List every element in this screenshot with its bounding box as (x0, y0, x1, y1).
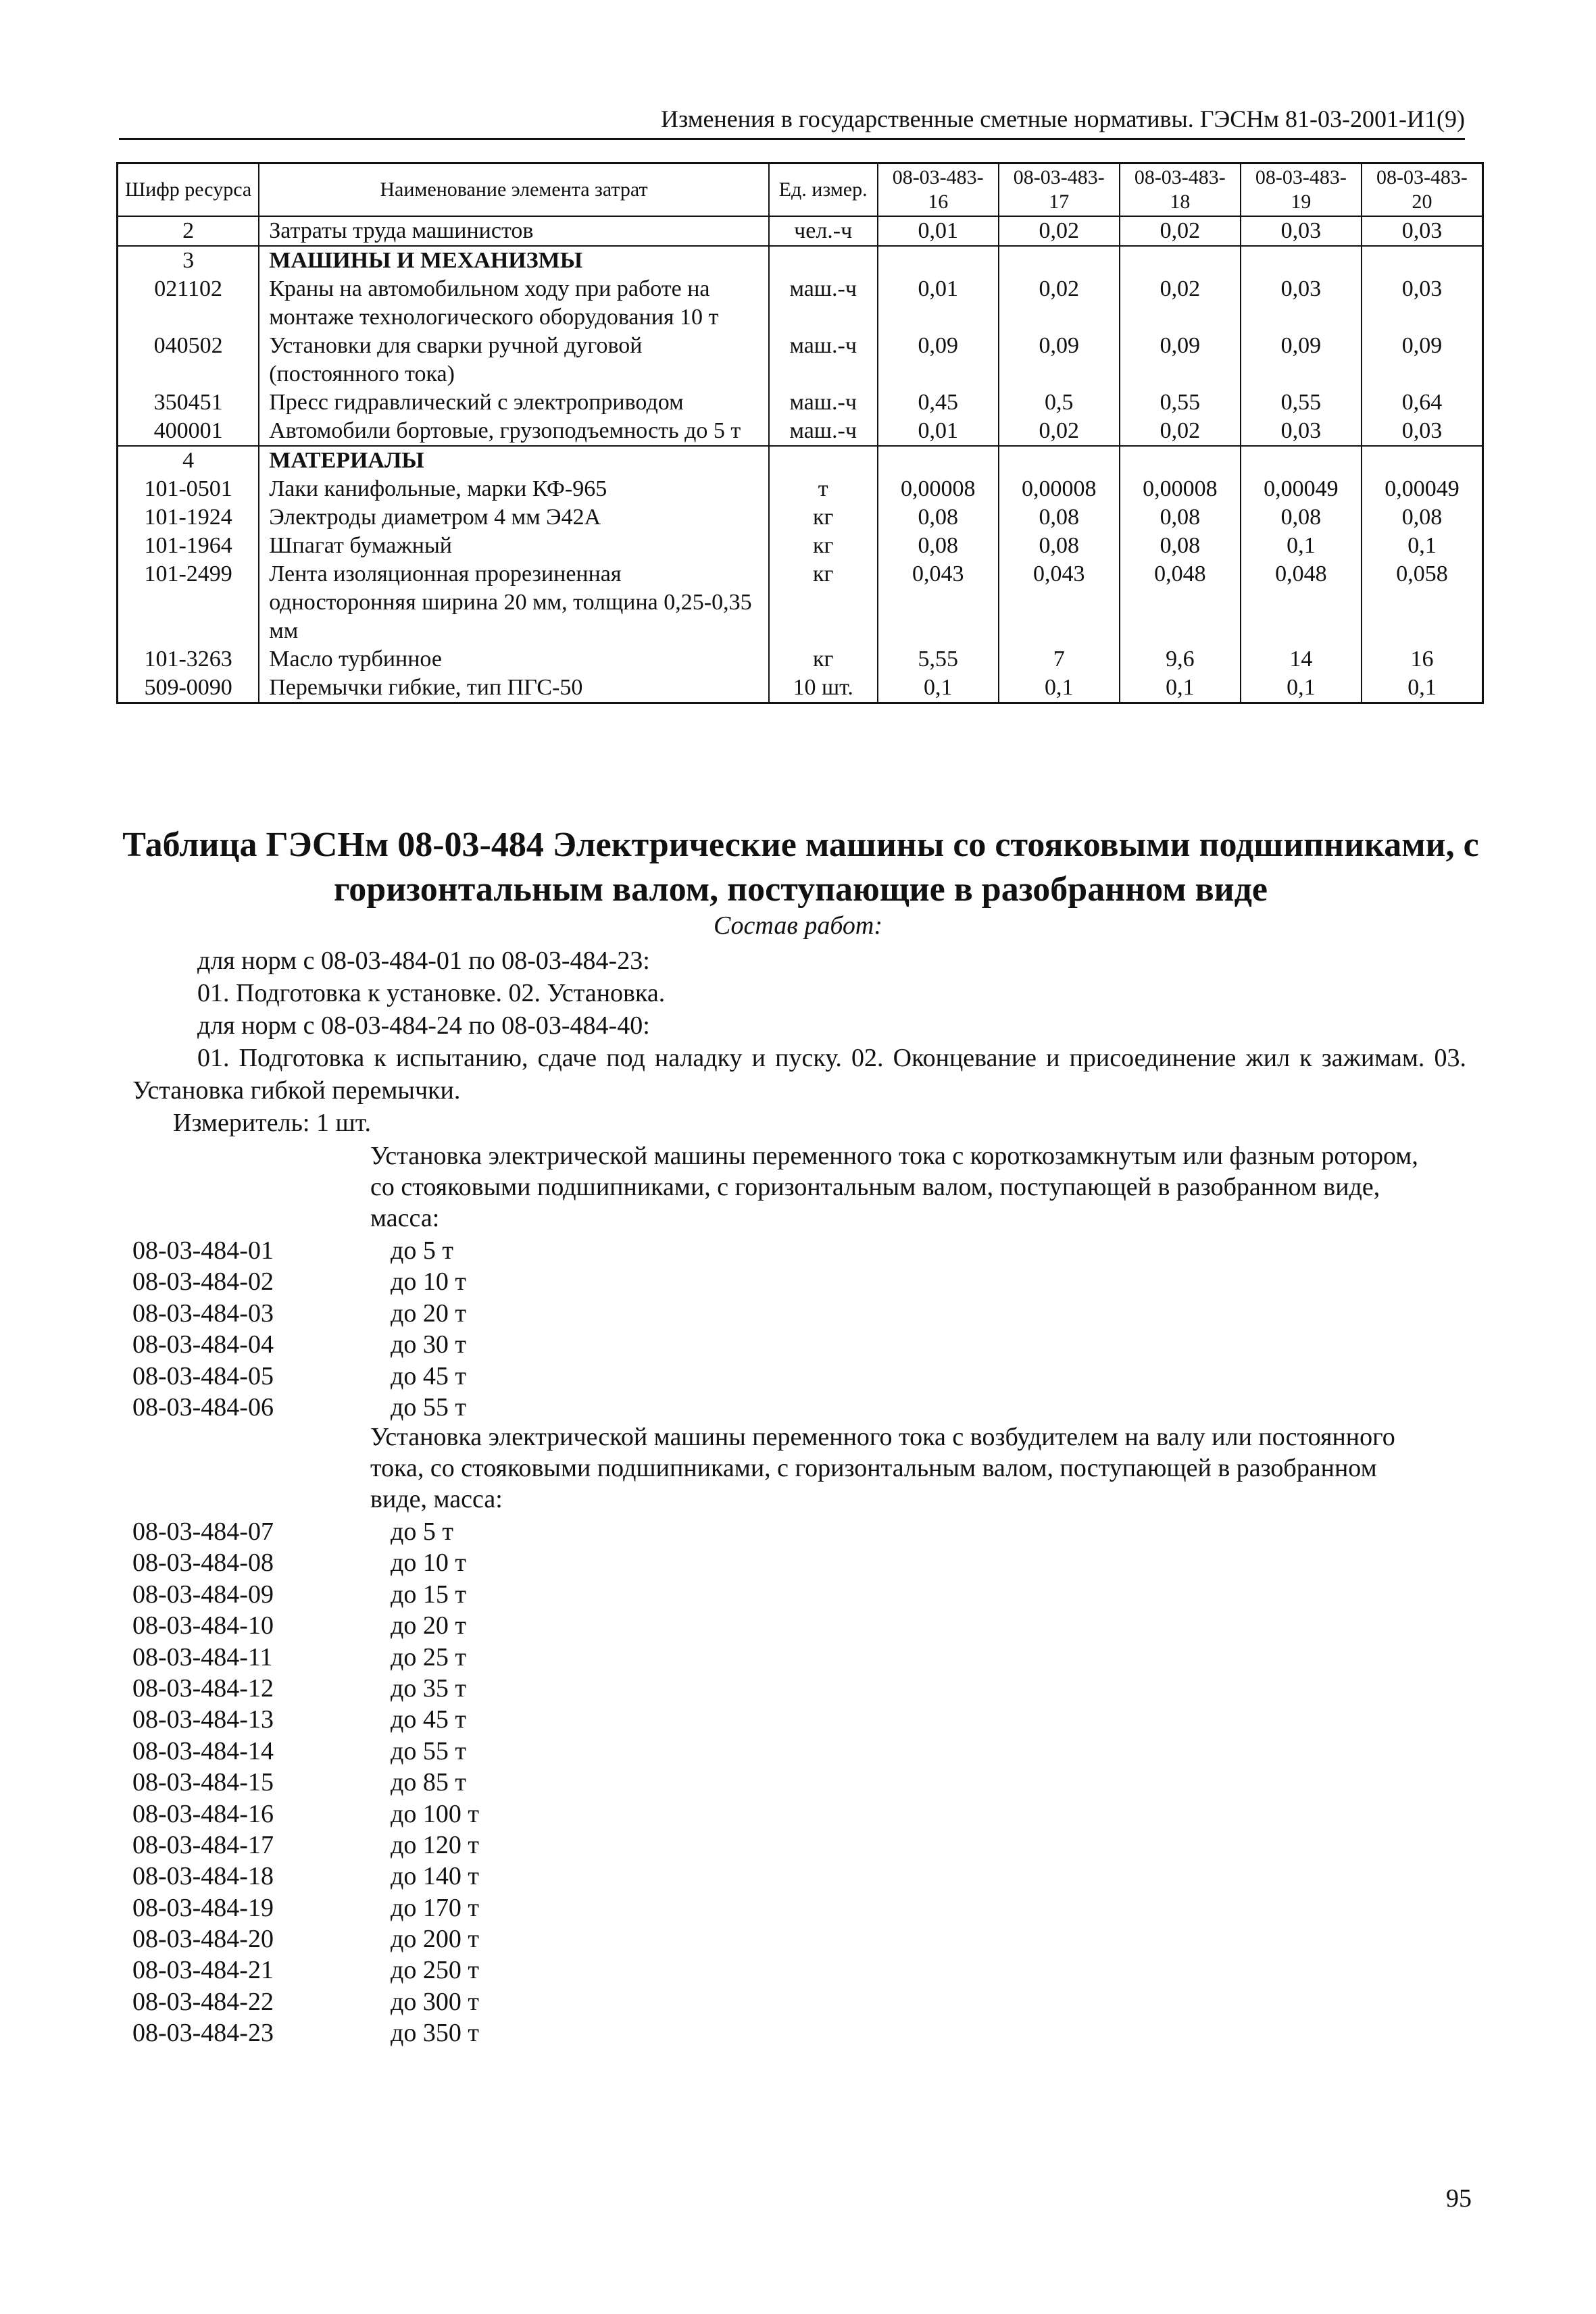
list-item (132, 1642, 479, 1673)
resource-name: Автомобили бортовые, грузоподъемность до 5 т (259, 417, 768, 446)
value-cell: 0,08 (1241, 503, 1362, 532)
list-item (132, 1673, 479, 1704)
value-cell: 0,1 (1362, 532, 1483, 560)
table-header-row (118, 164, 1483, 217)
norm-code: 08-03-484-04 (132, 1330, 274, 1359)
table-row (118, 674, 1483, 703)
norm-code: 08-03-484-12 (132, 1674, 274, 1703)
value-cell: 0,08 (1120, 503, 1241, 532)
table-row (118, 645, 1483, 674)
value-cell: 0,1 (1241, 532, 1362, 560)
resource-name: Пресс гидравлический с электроприводом (259, 388, 768, 417)
resource-code: 350451 (118, 388, 259, 417)
norm-code: 08-03-484-07 (132, 1517, 274, 1546)
value-cell: 0,00008 (1120, 475, 1241, 503)
list-item (132, 1361, 466, 1392)
norm-mass: до 25 т (391, 1642, 466, 1671)
list-item (132, 2017, 479, 2048)
norm-mass: до 10 т (391, 1549, 466, 1578)
value-cell: 0,55 (1120, 388, 1241, 417)
list-item (132, 1329, 466, 1360)
norm-mass: до 35 т (391, 1674, 466, 1703)
work-items-2: 01. Подготовка к испытанию, сдаче под наладку и пуску. 02. Оконцевание и присоединение жил к зажимам. 03. Установка гибкой перемычки. (132, 1044, 1466, 1105)
list-item (132, 1298, 466, 1329)
resource-name: Краны на автомобильном ходу при работе на монтаже технологического оборудования 10 т (259, 275, 768, 332)
value-cell: 0,03 (1241, 216, 1362, 246)
norm-code: 08-03-484-19 (132, 1893, 274, 1922)
section-code: 3 (118, 246, 259, 275)
section-row (118, 446, 1483, 475)
norm-mass: до 10 т (391, 1267, 466, 1297)
resource-code: 040502 (118, 332, 259, 388)
value-cell: 0,00008 (878, 475, 999, 503)
norm-mass: до 250 т (391, 1956, 479, 1985)
resource-unit: маш.-ч (769, 332, 878, 388)
list-item (132, 1955, 479, 1986)
group-description-1: Установка электрической машины переменного тока с короткозамкнутым или фазным ротором, со стояковыми подшипниками, с горизонтальным валом, поступающей в разобранном виде, масса: (370, 1142, 1418, 1232)
list-item (132, 1799, 479, 1830)
norm-mass: до 45 т (391, 1361, 466, 1390)
value-cell: 14 (1241, 645, 1362, 674)
table-row (118, 475, 1483, 503)
table-title: Таблица ГЭСНм 08-03-484 Электрические машины со стояковыми подшипниками, с горизонтальным валом, поступающие в разобранном виде (122, 826, 1479, 909)
table-row (118, 216, 1483, 246)
value-cell: 0,048 (1241, 560, 1362, 645)
norm-code: 08-03-484-09 (132, 1580, 274, 1609)
list-item (132, 1861, 479, 1892)
norm-mass: до 20 т (391, 1299, 466, 1328)
value-cell: 0,03 (1241, 275, 1362, 332)
value-cell: 0,03 (1241, 417, 1362, 446)
norm-code: 08-03-484-13 (132, 1705, 274, 1734)
resource-unit: кг (769, 560, 878, 645)
value-cell: 0,02 (1120, 275, 1241, 332)
list-item (132, 1736, 479, 1767)
value-cell: 0,1 (1241, 674, 1362, 703)
norm-code: 08-03-484-16 (132, 1799, 274, 1828)
norm-code: 08-03-484-22 (132, 1987, 274, 2016)
table-row (118, 388, 1483, 417)
resource-code: 101-2499 (118, 560, 259, 645)
value-cell: 0,03 (1362, 417, 1483, 446)
table-row (118, 532, 1483, 560)
value-cell: 0,1 (999, 674, 1120, 703)
value-cell: 0,09 (1120, 332, 1241, 388)
list-item (132, 1266, 466, 1297)
norm-code: 08-03-484-23 (132, 2019, 274, 2048)
column-header: 08-03-483-18 (1120, 164, 1241, 217)
norm-code: 08-03-484-08 (132, 1549, 274, 1578)
value-cell: 0,55 (1241, 388, 1362, 417)
value-cell: 0,02 (999, 275, 1120, 332)
value-cell: 0,00008 (999, 475, 1120, 503)
value-cell: 0,1 (1120, 674, 1241, 703)
value-cell: 0,01 (878, 275, 999, 332)
list-item (132, 1923, 479, 1955)
table-row (118, 503, 1483, 532)
page-header: Изменения в государственные сметные нормативы. ГЭСНм 81-03-2001-И1(9) (119, 101, 1465, 140)
norm-code: 08-03-484-21 (132, 1956, 274, 1985)
resource-unit: кг (769, 503, 878, 532)
value-cell: 7 (999, 645, 1120, 674)
value-cell: 0,1 (878, 674, 999, 703)
value-cell: 0,048 (1120, 560, 1241, 645)
list-item (132, 1516, 479, 1547)
resource-unit: 10 шт. (769, 674, 878, 703)
norm-mass: до 100 т (391, 1799, 479, 1828)
norm-mass: до 350 т (391, 2019, 479, 2048)
resource-unit: кг (769, 532, 878, 560)
column-header: 08-03-483-19 (1241, 164, 1362, 217)
norm-code: 08-03-484-03 (132, 1299, 274, 1328)
resource-name: Перемычки гибкие, тип ПГС-50 (259, 674, 768, 703)
section-name: МАШИНЫ И МЕХАНИЗМЫ (259, 246, 768, 275)
resource-unit: т (769, 475, 878, 503)
value-cell: 0,09 (999, 332, 1120, 388)
value-cell: 9,6 (1120, 645, 1241, 674)
resource-code: 400001 (118, 417, 259, 446)
norm-mass: до 300 т (391, 1987, 479, 2016)
list-item (132, 1704, 479, 1735)
resource-name: Затраты труда машинистов (259, 216, 768, 246)
resource-unit: маш.-ч (769, 417, 878, 446)
list-item (132, 1579, 479, 1610)
norm-mass: до 170 т (391, 1893, 479, 1922)
column-header: 08-03-483-16 (878, 164, 999, 217)
column-header: Наименование элемента затрат (259, 164, 768, 217)
resource-name: Установки для сварки ручной дуговой (постоянного тока) (259, 332, 768, 388)
resource-unit: маш.-ч (769, 388, 878, 417)
resource-code: 2 (118, 216, 259, 246)
norm-mass: до 20 т (391, 1611, 466, 1640)
table-row (118, 417, 1483, 446)
list-item (132, 1892, 479, 1923)
value-cell: 0,02 (1120, 216, 1241, 246)
value-cell: 0,08 (1120, 532, 1241, 560)
value-cell: 0,09 (1241, 332, 1362, 388)
resource-code: 101-3263 (118, 645, 259, 674)
value-cell: 0,02 (999, 216, 1120, 246)
section-name: МАТЕРИАЛЫ (259, 446, 768, 475)
value-cell: 0,00049 (1362, 475, 1483, 503)
value-cell: 5,55 (878, 645, 999, 674)
value-cell: 0,03 (1362, 216, 1483, 246)
norm-mass: до 45 т (391, 1705, 466, 1734)
resource-name: Лаки канифольные, марки КФ-965 (259, 475, 768, 503)
resource-code: 101-0501 (118, 475, 259, 503)
value-cell: 0,02 (1120, 417, 1241, 446)
table-row (118, 332, 1483, 388)
section-code: 4 (118, 446, 259, 475)
column-header: 08-03-483-17 (999, 164, 1120, 217)
list-item (132, 1610, 479, 1641)
norm-code: 08-03-484-01 (132, 1236, 274, 1265)
value-cell: 0,45 (878, 388, 999, 417)
work-items-1: 01. Подготовка к установке. 02. Установка. (197, 979, 666, 1007)
value-cell: 0,08 (1362, 503, 1483, 532)
value-cell: 0,08 (878, 532, 999, 560)
value-cell: 0,043 (878, 560, 999, 645)
resource-name: Электроды диаметром 4 мм Э42А (259, 503, 768, 532)
norm-mass: до 85 т (391, 1768, 466, 1797)
list-item (132, 1547, 479, 1578)
column-header: Шифр ресурса (118, 164, 259, 217)
column-header: 08-03-483-20 (1362, 164, 1483, 217)
norm-code: 08-03-484-10 (132, 1611, 274, 1640)
norm-mass: до 140 т (391, 1862, 479, 1891)
norm-code: 08-03-484-11 (132, 1642, 273, 1671)
norm-code: 08-03-484-18 (132, 1862, 274, 1891)
norm-mass: до 120 т (391, 1830, 479, 1859)
value-cell: 0,5 (999, 388, 1120, 417)
list-item (132, 1392, 466, 1423)
norm-mass: до 30 т (391, 1330, 466, 1359)
norm-mass: до 55 т (391, 1736, 466, 1765)
norm-mass: до 55 т (391, 1392, 466, 1422)
norm-mass: до 15 т (391, 1580, 466, 1609)
value-cell: 0,08 (999, 532, 1120, 560)
resource-unit: маш.-ч (769, 275, 878, 332)
value-cell: 0,03 (1362, 275, 1483, 332)
norm-code: 08-03-484-14 (132, 1736, 274, 1765)
norm-code: 08-03-484-02 (132, 1267, 274, 1297)
value-cell: 0,02 (999, 417, 1120, 446)
norm-range-2: для норм с 08-03-484-24 по 08-03-484-40: (197, 1011, 650, 1040)
work-composition-heading: Состав работ: (713, 911, 883, 940)
list-item (132, 1986, 479, 2017)
norm-code: 08-03-484-17 (132, 1830, 274, 1859)
table-row (118, 560, 1483, 645)
resource-name: Лента изоляционная прорезиненная односторонняя ширина 20 мм, толщина 0,25-0,35 мм (259, 560, 768, 645)
column-header: Ед. измер. (769, 164, 878, 217)
measure-unit: Измеритель: 1 шт. (173, 1109, 371, 1137)
resource-code: 101-1964 (118, 532, 259, 560)
list-item (132, 1830, 479, 1861)
norm-code: 08-03-484-06 (132, 1392, 274, 1422)
value-cell: 0,64 (1362, 388, 1483, 417)
norm-list-1 (132, 1235, 466, 1423)
list-item (132, 1767, 479, 1798)
norm-mass: до 5 т (391, 1517, 453, 1546)
value-cell: 0,1 (1362, 674, 1483, 703)
norm-list-2 (132, 1516, 479, 2049)
section-row (118, 246, 1483, 275)
value-cell: 16 (1362, 645, 1483, 674)
norm-mass: до 5 т (391, 1236, 453, 1265)
value-cell: 0,09 (1362, 332, 1483, 388)
norm-code: 08-03-484-05 (132, 1361, 274, 1390)
value-cell: 0,08 (999, 503, 1120, 532)
value-cell: 0,058 (1362, 560, 1483, 645)
resource-name: Шпагат бумажный (259, 532, 768, 560)
value-cell: 0,00049 (1241, 475, 1362, 503)
resource-table (116, 162, 1484, 704)
norm-code: 08-03-484-15 (132, 1768, 274, 1797)
resource-unit: чел.-ч (769, 216, 878, 246)
resource-code: 021102 (118, 275, 259, 332)
value-cell: 0,01 (878, 417, 999, 446)
resource-name: Масло турбинное (259, 645, 768, 674)
value-cell: 0,08 (878, 503, 999, 532)
value-cell: 0,01 (878, 216, 999, 246)
page-number: 95 (1446, 2184, 1472, 2213)
resource-code: 509-0090 (118, 674, 259, 703)
norm-mass: до 200 т (391, 1925, 479, 1954)
list-item (132, 1235, 466, 1266)
group-description-2: Установка электрической машины переменного тока с возбудителем на валу или постоянного тока, со стояковыми подшипниками, с горизонтальным валом, поступающей в разобранном виде, масса: (370, 1423, 1395, 1513)
table-row (118, 275, 1483, 332)
resource-code: 101-1924 (118, 503, 259, 532)
norm-code: 08-03-484-20 (132, 1925, 274, 1954)
value-cell: 0,043 (999, 560, 1120, 645)
value-cell: 0,09 (878, 332, 999, 388)
norm-range-1: для норм с 08-03-484-01 по 08-03-484-23: (197, 947, 650, 975)
resource-unit: кг (769, 645, 878, 674)
